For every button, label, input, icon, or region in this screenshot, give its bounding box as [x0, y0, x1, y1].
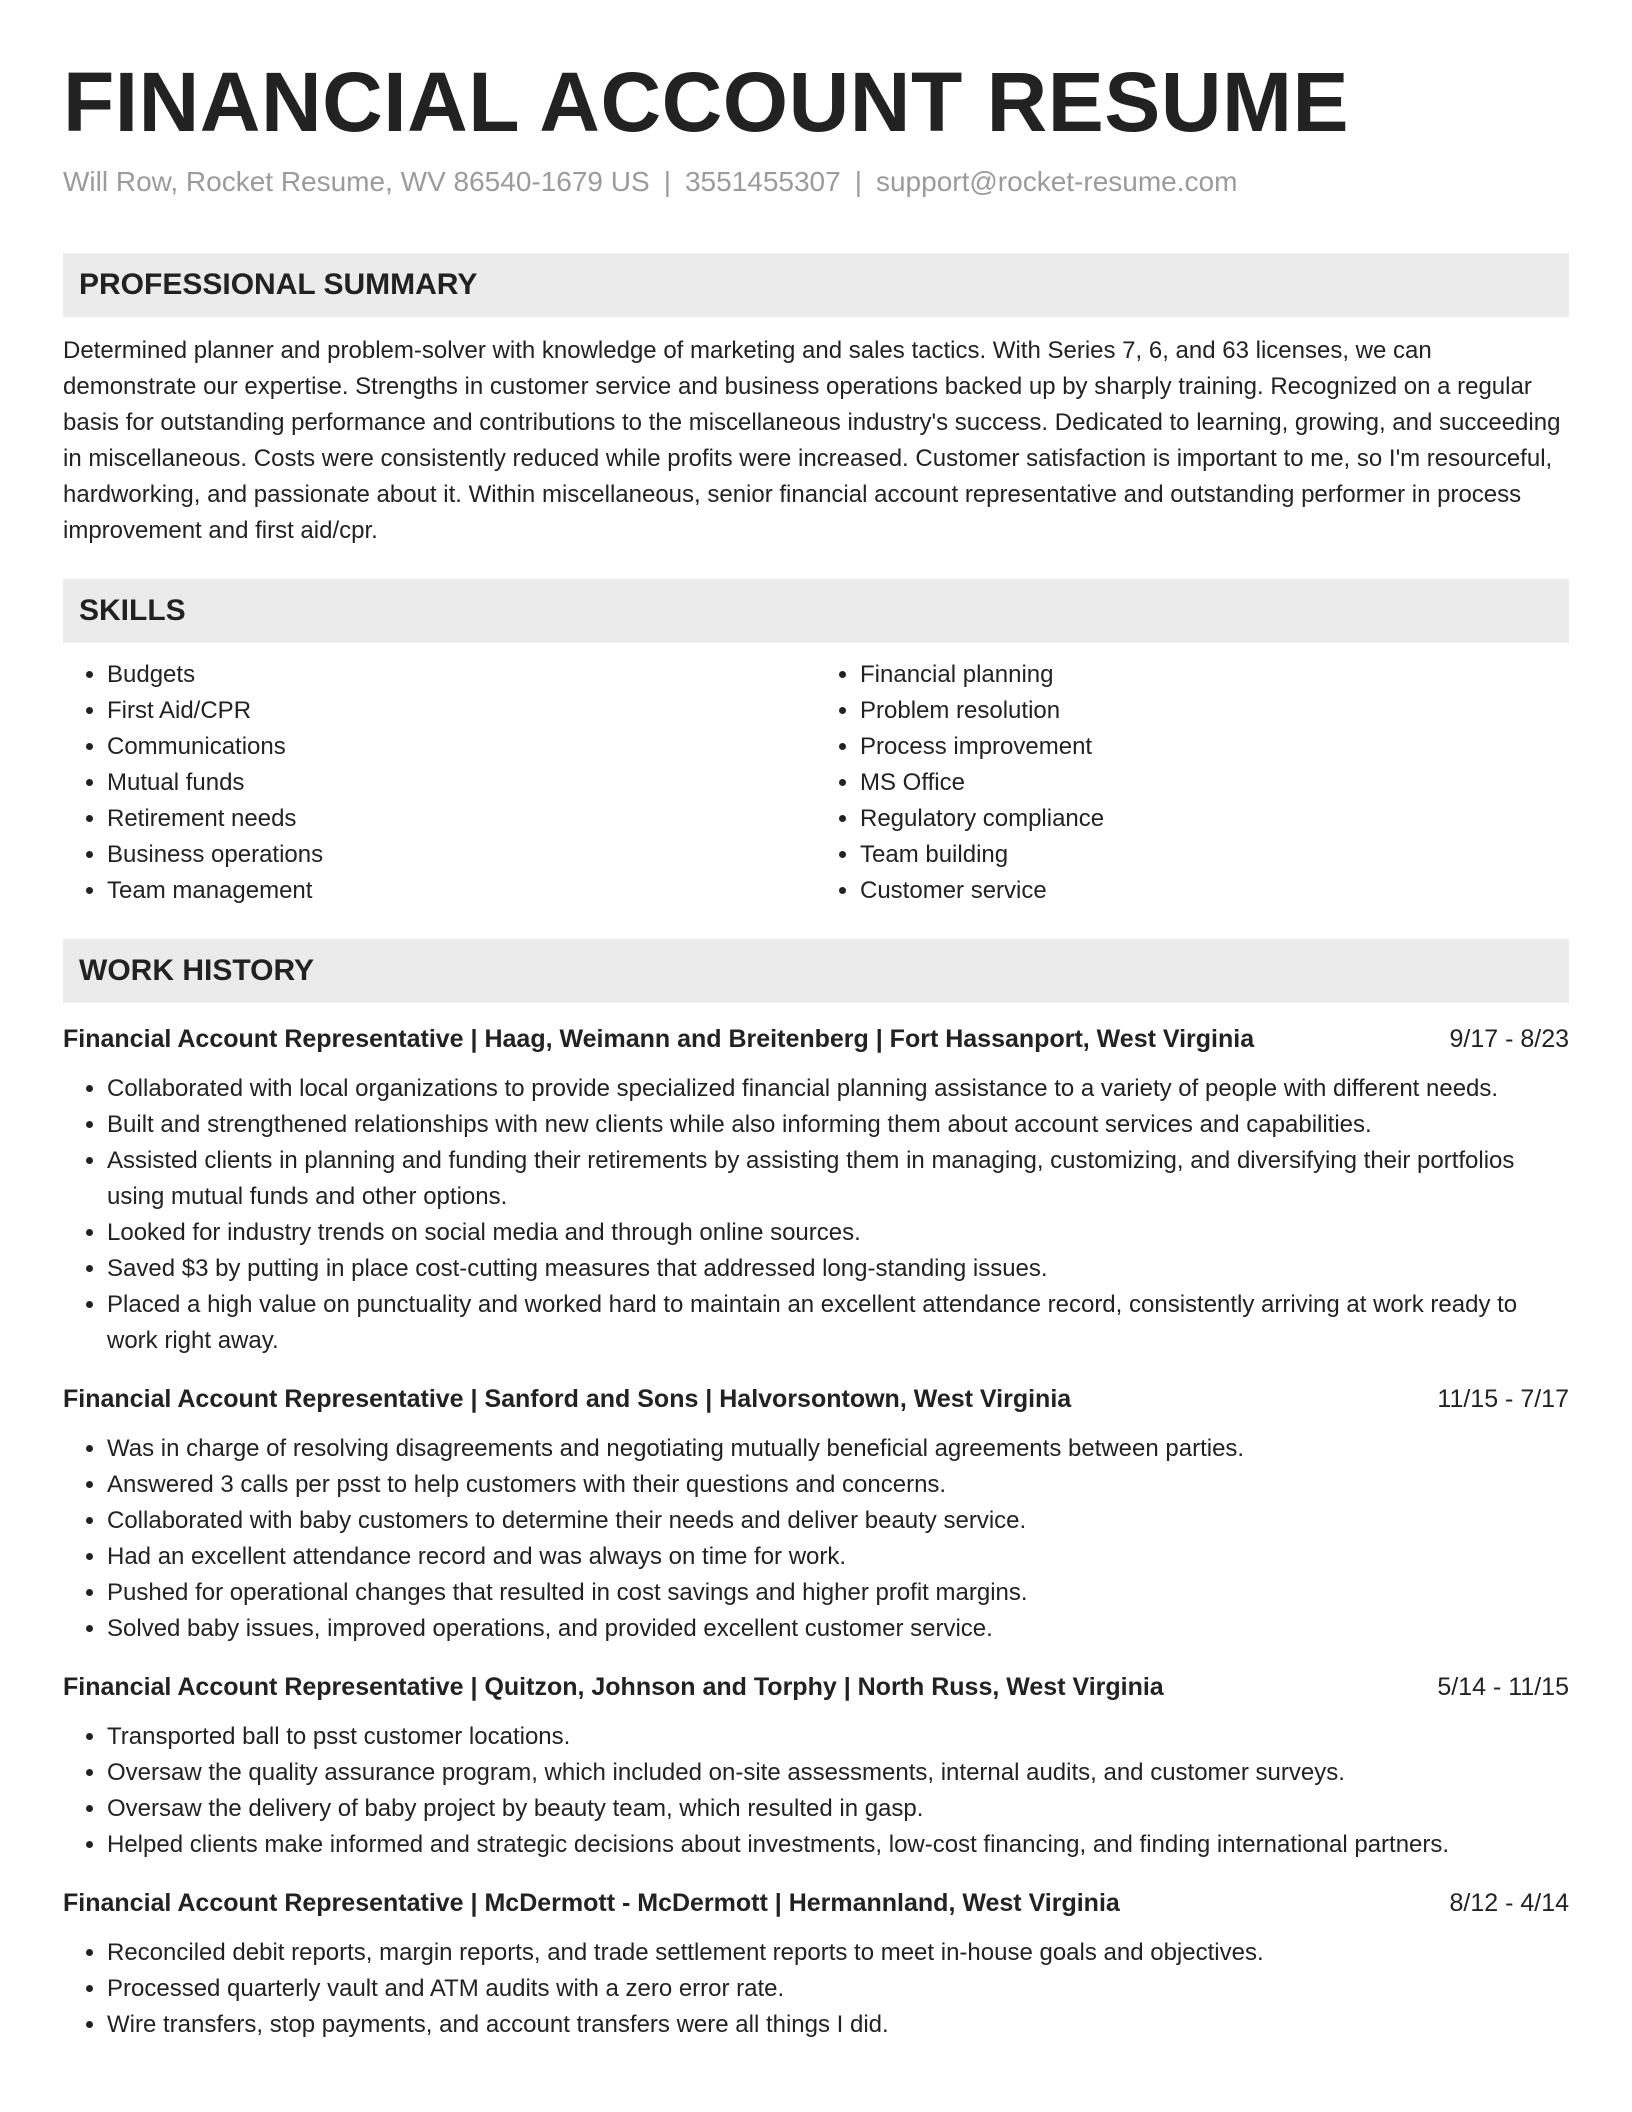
job-bullet: • Transported ball to psst customer locations. [107, 1719, 1569, 1755]
contact-address: Will Row, Rocket Resume, WV 86540-1679 US [63, 166, 650, 198]
job-dates: 8/12 - 4/14 [1449, 1888, 1569, 1917]
skill-item: • Team management [107, 873, 816, 909]
skills-heading: SKILLS [63, 579, 1569, 643]
job-bullet: • Built and strengthened relationships with new clients while also informing them about account services and capabilities. [107, 1107, 1569, 1143]
work-history-heading: WORK HISTORY [63, 939, 1569, 1003]
job-dates: 9/17 - 8/23 [1449, 1024, 1569, 1053]
job-bullet: • Processed quarterly vault and ATM audits with a zero error rate. [107, 1971, 1569, 2007]
skills-grid [63, 657, 1569, 909]
job-entry [63, 1669, 1569, 1863]
job-bullet: • Oversaw the quality assurance program, which included on-site assessments, internal audits, and customer surveys. [107, 1755, 1569, 1791]
job-bullet: • Placed a high value on punctuality and worked hard to maintain an excellent attendance record, consistently arriving at work ready to work right away. [107, 1287, 1569, 1359]
skills-left-column [63, 657, 816, 909]
contact-separator: | [854, 166, 862, 198]
skill-item: • Regulatory compliance [860, 801, 1569, 837]
job-header [63, 1381, 1569, 1417]
job-bullets [63, 1431, 1569, 1647]
skill-item: • Team building [860, 837, 1569, 873]
job-bullet: • Pushed for operational changes that resulted in cost savings and higher profit margins. [107, 1575, 1569, 1611]
contact-info [63, 164, 1569, 200]
job-header [63, 1885, 1569, 1921]
job-bullet: • Was in charge of resolving disagreements and negotiating mutually beneficial agreements between parties. [107, 1431, 1569, 1467]
job-header [63, 1021, 1569, 1057]
job-bullet: • Oversaw the delivery of baby project by beauty team, which resulted in gasp. [107, 1791, 1569, 1827]
job-bullet: • Wire transfers, stop payments, and account transfers were all things I did. [107, 2007, 1569, 2043]
skill-item: • Problem resolution [860, 693, 1569, 729]
job-bullet: • Reconciled debit reports, margin reports, and trade settlement reports to meet in-house goals and objectives. [107, 1935, 1569, 1971]
skill-item: • Budgets [107, 657, 816, 693]
summary-heading: PROFESSIONAL SUMMARY [63, 253, 1569, 317]
job-bullets [63, 1071, 1569, 1359]
skill-item: • Financial planning [860, 657, 1569, 693]
job-title: Financial Account Representative | McDermott - McDermott | Hermannland, West Virginia [63, 1888, 1120, 1917]
skill-item: • Customer service [860, 873, 1569, 909]
summary-text: Determined planner and problem-solver with knowledge of marketing and sales tactics. With Series 7, 6, and 63 licenses, we can demonstrate our expertise. Strengths in customer service and business operations backed up by sharply training. Recognized on a regular basis for outstanding performance and contributions to the miscellaneous industry's success. Dedicated to learning, growing, and succeeding in miscellaneous. Costs were consistently reduced while profits were increased. Customer satisfaction is important to me, so I'm resourceful, hardworking, and passionate about it. Within miscellaneous, senior financial account representative and outstanding performer in process improvement and first aid/cpr. [63, 336, 1561, 544]
skill-item: • Communications [107, 729, 816, 765]
skill-item: • MS Office [860, 765, 1569, 801]
job-bullet: • Assisted clients in planning and funding their retirements by assisting them in managing, customizing, and diversifying their portfolios using mutual funds and other options. [107, 1143, 1569, 1215]
contact-separator: | [663, 166, 671, 198]
skill-item: • First Aid/CPR [107, 693, 816, 729]
job-bullet: • Collaborated with local organizations to provide specialized financial planning assistance to a variety of people with different needs. [107, 1071, 1569, 1107]
job-dates: 11/15 - 7/17 [1437, 1384, 1569, 1413]
job-bullet: • Answered 3 calls per psst to help customers with their questions and concerns. [107, 1467, 1569, 1503]
job-bullet: • Solved baby issues, improved operations, and provided excellent customer service. [107, 1611, 1569, 1647]
job-bullet: • Saved $3 by putting in place cost-cutting measures that addressed long-standing issues. [107, 1251, 1569, 1287]
job-bullet: • Looked for industry trends on social media and through online sources. [107, 1215, 1569, 1251]
job-bullets [63, 1935, 1569, 2043]
job-title: Financial Account Representative | Haag, Weimann and Breitenberg | Fort Hassanport, West Virginia [63, 1024, 1255, 1053]
skills-right-column [816, 657, 1569, 909]
job-entry [63, 1021, 1569, 1359]
job-bullet: • Collaborated with baby customers to determine their needs and deliver beauty service. [107, 1503, 1569, 1539]
job-dates: 5/14 - 11/15 [1437, 1672, 1569, 1701]
job-bullet: • Helped clients make informed and strategic decisions about investments, low-cost financing, and finding international partners. [107, 1827, 1569, 1863]
skill-item: • Retirement needs [107, 801, 816, 837]
job-bullets [63, 1719, 1569, 1863]
contact-email: support@rocket-resume.com [875, 166, 1238, 198]
job-entry [63, 1885, 1569, 2043]
contact-phone: 3551455307 [684, 166, 841, 198]
job-header [63, 1669, 1569, 1705]
job-entry [63, 1381, 1569, 1647]
resume-title: FINANCIAL ACCOUNT RESUME [63, 55, 1349, 149]
job-bullet: • Had an excellent attendance record and was always on time for work. [107, 1539, 1569, 1575]
skill-item: • Mutual funds [107, 765, 816, 801]
job-title: Financial Account Representative | Sanford and Sons | Halvorsontown, West Virginia [63, 1384, 1072, 1413]
skill-item: • Business operations [107, 837, 816, 873]
skill-item: • Process improvement [860, 729, 1569, 765]
job-title: Financial Account Representative | Quitzon, Johnson and Torphy | North Russ, West Virginia [63, 1672, 1164, 1701]
